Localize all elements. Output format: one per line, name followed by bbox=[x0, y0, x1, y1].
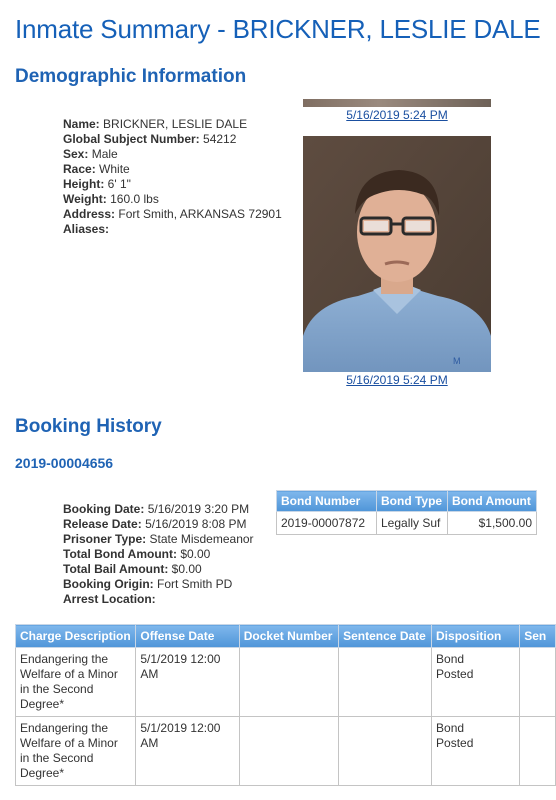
field-value: 54212 bbox=[203, 132, 237, 146]
field-label: Sex: bbox=[63, 147, 89, 161]
address-row bbox=[63, 207, 282, 222]
disposition-cell: Bond Posted bbox=[432, 648, 520, 717]
bond-table bbox=[276, 490, 537, 535]
field-label: Weight: bbox=[63, 192, 107, 206]
name-row bbox=[63, 117, 282, 132]
photo-date-link[interactable]: 5/16/2019 5:24 PM bbox=[346, 373, 448, 387]
total-bond-row bbox=[63, 547, 254, 562]
sentence-cell bbox=[520, 717, 556, 786]
field-label: Name: bbox=[63, 117, 100, 131]
race-row bbox=[63, 162, 282, 177]
docket-number-cell bbox=[239, 717, 338, 786]
bond-type-cell: Legally Suf bbox=[377, 512, 448, 535]
subject-number-row bbox=[63, 132, 282, 147]
demographics-info bbox=[63, 117, 282, 237]
field-label: Address: bbox=[63, 207, 116, 221]
column-header-offense-date[interactable]: Offense Date bbox=[136, 625, 239, 648]
field-value: 5/16/2019 3:20 PM bbox=[147, 502, 250, 516]
offense-date-cell: 5/1/2019 12:00 AM bbox=[136, 648, 239, 717]
field-label: Race: bbox=[63, 162, 96, 176]
field-value: $0.00 bbox=[171, 562, 202, 576]
sentence-date-cell bbox=[339, 648, 432, 717]
field-value: $0.00 bbox=[180, 547, 211, 561]
field-value: 5/16/2019 8:08 PM bbox=[145, 517, 247, 531]
column-header-charge-description[interactable]: Charge Description bbox=[16, 625, 136, 648]
mugshot-image bbox=[303, 136, 491, 372]
arrest-location-row bbox=[63, 592, 254, 607]
field-value: Male bbox=[91, 147, 118, 161]
column-header-sentence[interactable]: Sen bbox=[520, 625, 556, 648]
column-header-bond-number[interactable]: Bond Number bbox=[277, 491, 377, 512]
charge-description-cell: Endangering the Welfare of a Minor in the Second Degree* bbox=[16, 717, 136, 786]
prisoner-type-row bbox=[63, 532, 254, 547]
sex-row bbox=[63, 147, 282, 162]
field-label: Prisoner Type: bbox=[63, 532, 147, 546]
field-label: Height: bbox=[63, 177, 105, 191]
field-label: Booking Origin: bbox=[63, 577, 154, 591]
booking-date-row bbox=[63, 502, 254, 517]
field-label: Booking Date: bbox=[63, 502, 145, 516]
mugshot-photo[interactable] bbox=[303, 136, 491, 372]
release-date-row bbox=[63, 517, 254, 532]
booking-origin-row bbox=[63, 577, 254, 592]
field-label: Arrest Location: bbox=[63, 592, 156, 606]
previous-photo-thumbnail[interactable] bbox=[303, 99, 491, 107]
column-header-docket-number[interactable]: Docket Number bbox=[239, 625, 338, 648]
field-value: White bbox=[99, 162, 130, 176]
table-row bbox=[16, 648, 556, 717]
field-value: Fort Smith, ARKANSAS 72901 bbox=[118, 207, 282, 221]
field-value: State Misdemeanor bbox=[149, 532, 254, 546]
field-value: 160.0 lbs bbox=[110, 192, 159, 206]
column-header-sentence-date[interactable]: Sentence Date bbox=[339, 625, 432, 648]
bond-header-row bbox=[277, 491, 537, 512]
demographics-heading: Demographic Information bbox=[15, 66, 247, 87]
disposition-cell: Bond Posted bbox=[432, 717, 520, 786]
weight-row bbox=[63, 192, 282, 207]
booking-info bbox=[63, 502, 254, 607]
field-value: BRICKNER, LESLIE DALE bbox=[103, 117, 248, 131]
field-label: Release Date: bbox=[63, 517, 142, 531]
offense-date-cell: 5/1/2019 12:00 AM bbox=[136, 717, 239, 786]
sentence-cell bbox=[520, 648, 556, 717]
column-header-disposition[interactable]: Disposition bbox=[432, 625, 520, 648]
page-title: Inmate Summary - BRICKNER, LESLIE DALE bbox=[15, 14, 541, 44]
column-header-bond-type[interactable]: Bond Type bbox=[377, 491, 448, 512]
photo-date-link[interactable]: 5/16/2019 5:24 PM bbox=[346, 108, 448, 122]
aliases-row bbox=[63, 222, 282, 237]
total-bail-row bbox=[63, 562, 254, 577]
table-row bbox=[16, 717, 556, 786]
height-row bbox=[63, 177, 282, 192]
sentence-date-cell bbox=[339, 717, 432, 786]
charges-header-row bbox=[16, 625, 556, 648]
table-row bbox=[277, 512, 537, 535]
bond-amount-cell: $1,500.00 bbox=[448, 512, 537, 535]
charges-table bbox=[15, 624, 556, 786]
field-label: Global Subject Number: bbox=[63, 132, 200, 146]
field-label: Total Bond Amount: bbox=[63, 547, 177, 561]
docket-number-cell bbox=[239, 648, 338, 717]
field-value: 6' 1" bbox=[107, 177, 131, 191]
booking-number: 2019-00004656 bbox=[15, 455, 114, 471]
charge-description-cell: Endangering the Welfare of a Minor in the Second Degree* bbox=[16, 648, 136, 717]
field-value: Fort Smith PD bbox=[157, 577, 233, 591]
field-label: Total Bail Amount: bbox=[63, 562, 169, 576]
bond-number-cell: 2019-00007872 bbox=[277, 512, 377, 535]
field-label: Aliases: bbox=[63, 222, 110, 236]
svg-text:M: M bbox=[453, 356, 461, 366]
booking-history-heading: Booking History bbox=[15, 416, 162, 437]
column-header-bond-amount[interactable]: Bond Amount bbox=[448, 491, 537, 512]
